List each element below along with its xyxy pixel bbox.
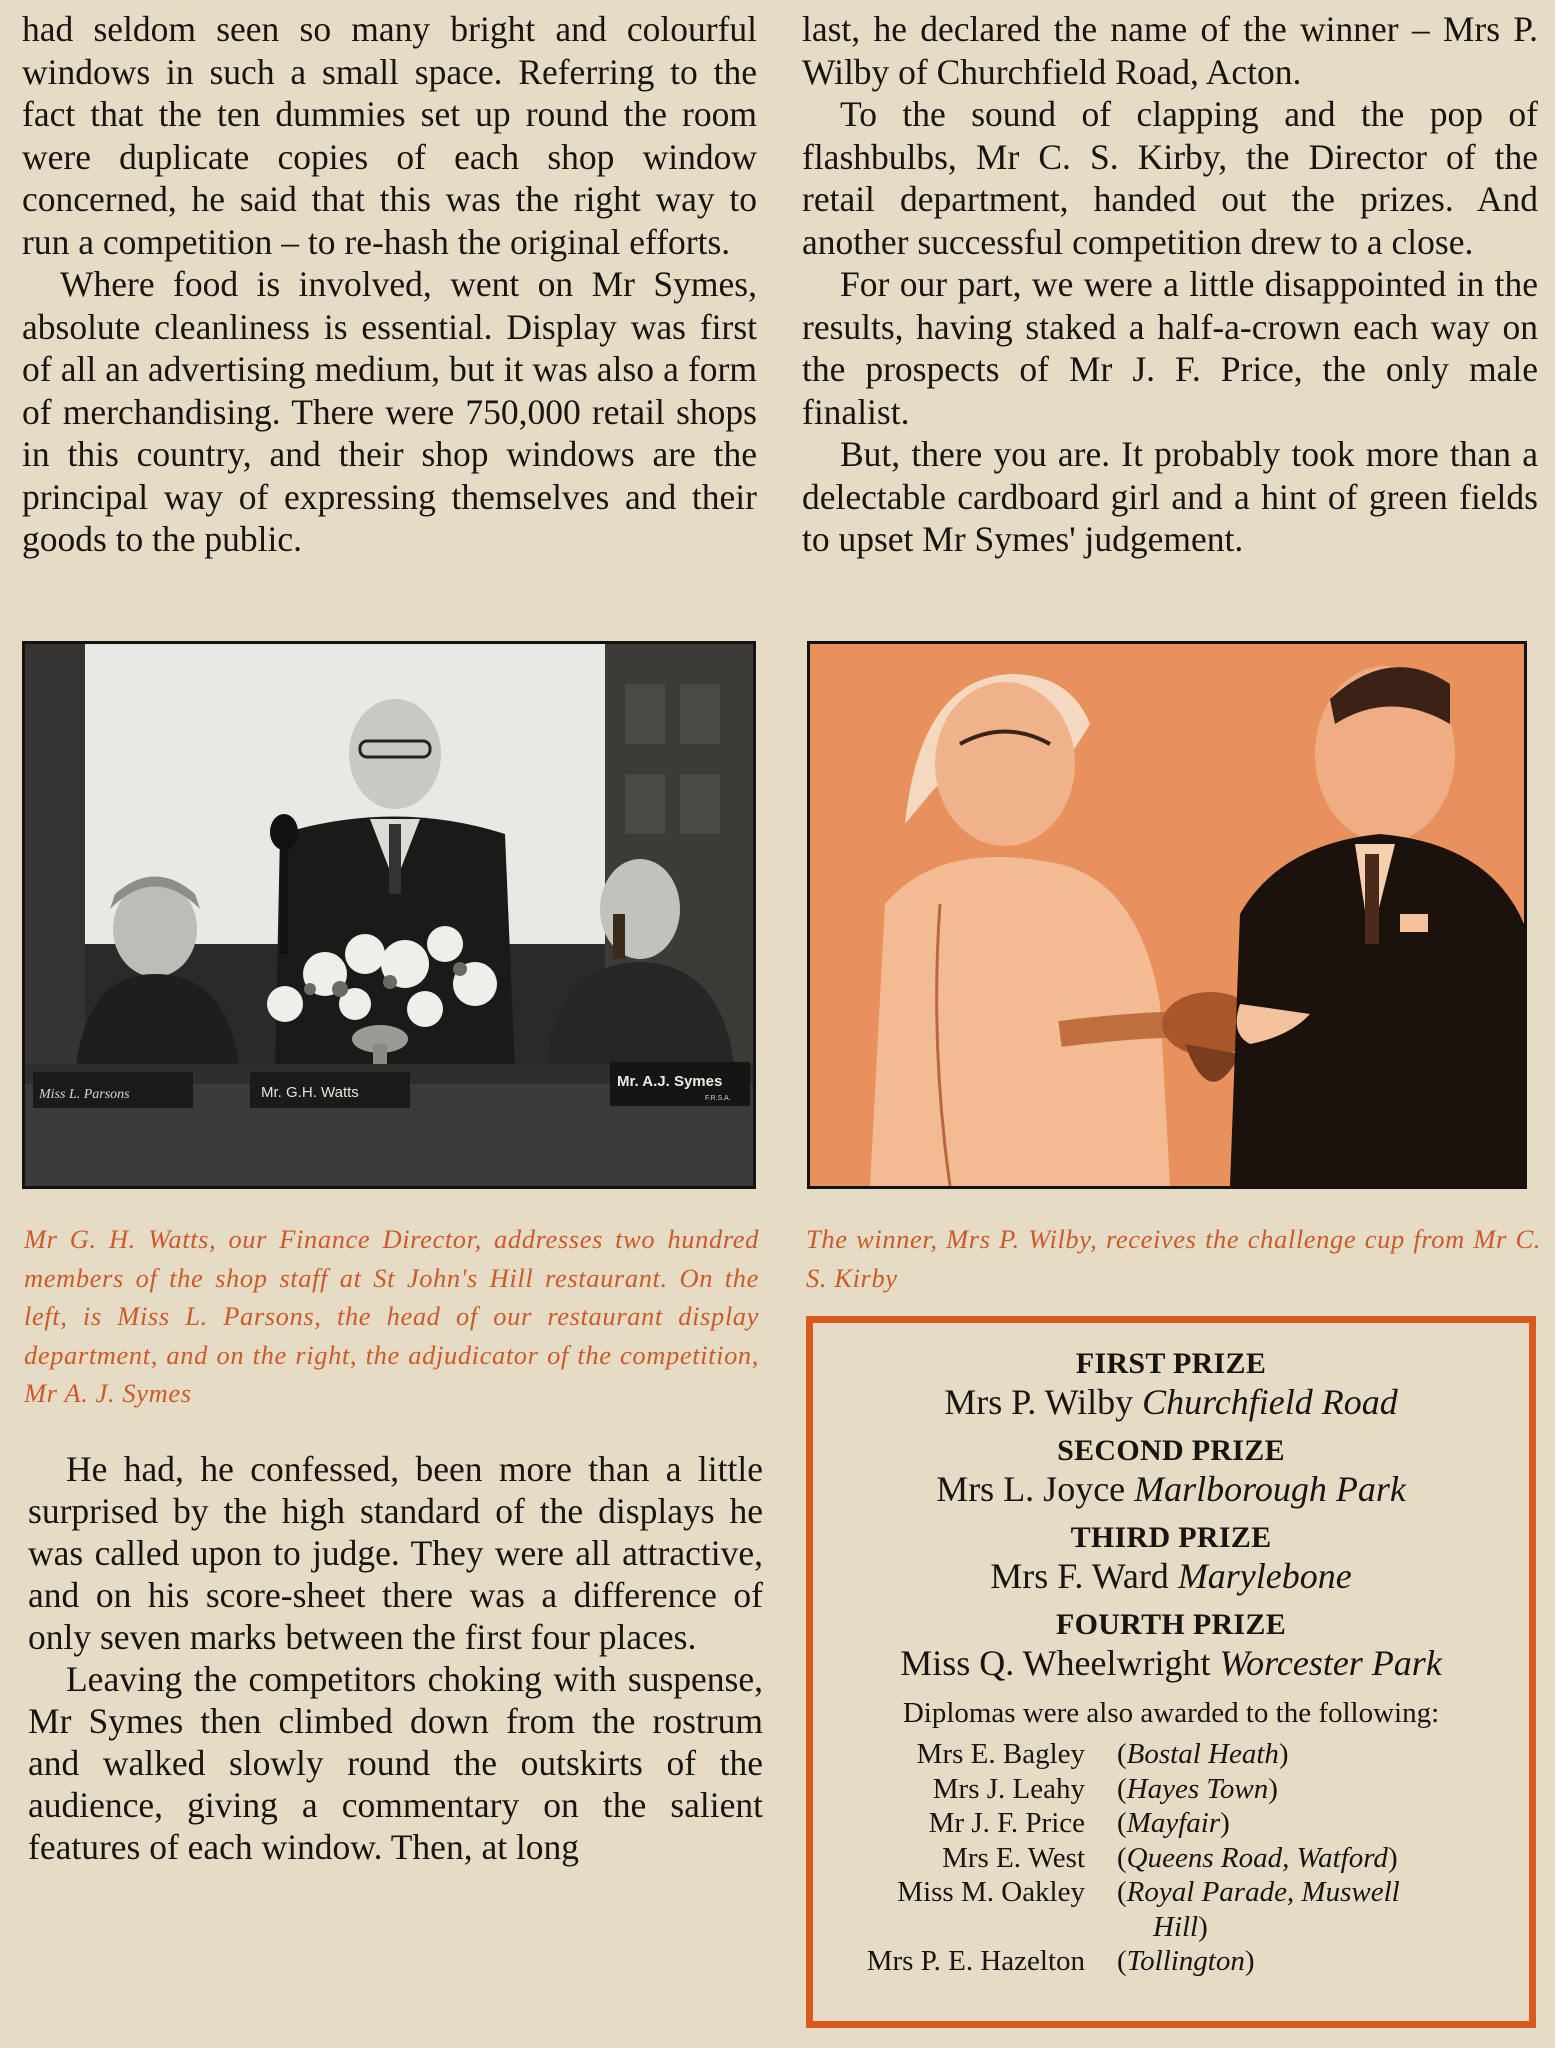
diploma-name: Mr J. F. Price bbox=[928, 1807, 1085, 1839]
diploma-place: (Mayfair) bbox=[1117, 1807, 1230, 1839]
paragraph: But, there you are. It probably took more than a delectable cardboard girl and a hint of green fields to upset Mr Symes' judgement. bbox=[802, 434, 1538, 559]
diploma-name: Mrs J. Leahy bbox=[932, 1772, 1085, 1805]
plaque-symes: Mr. A.J. Symes bbox=[617, 1073, 723, 1090]
prize-winner bbox=[813, 1555, 1529, 1598]
prize-third bbox=[813, 1521, 1529, 1598]
diploma-intro: Diplomas were also awarded to the following: bbox=[902, 1697, 1440, 1729]
diploma-name: Mrs E. West bbox=[942, 1841, 1085, 1874]
prize-second bbox=[813, 1434, 1529, 1511]
article-column-bottom-left bbox=[28, 1448, 763, 1868]
prize-place: Worcester Park bbox=[1219, 1643, 1442, 1683]
prize-first bbox=[813, 1323, 1529, 1424]
prize-heading: FIRST PRIZE bbox=[1075, 1347, 1267, 1380]
photo-prize-presentation bbox=[807, 641, 1527, 1189]
plaque-watts: Mr. G.H. Watts bbox=[261, 1084, 359, 1101]
paragraph: He had, he confessed, been more than a little surprised by the high standard of the displays he was called upon to judge. They were all attractive, and on his score-sheet there was a difference of only seven marks between the first four places. bbox=[28, 1449, 763, 1657]
paragraph: To the sound of clapping and the pop of flashbulbs, Mr C. S. Kirby, the Director of the retail department, handed out the prizes. And another successful competition drew to a close. bbox=[802, 94, 1538, 262]
prize-heading: THIRD PRIZE bbox=[1070, 1521, 1272, 1554]
diploma-place: (Hayes Town) bbox=[1117, 1772, 1278, 1805]
paragraph: had seldom seen so many bright and colourful windows in such a small space. Referring to the fact that the ten dummies set up round the room were duplicate copies of each shop window concerned, he said that this was the right way to run a competition – to re-hash the original efforts. bbox=[22, 9, 757, 262]
prize-name: Miss Q. Wheelwright bbox=[900, 1643, 1211, 1683]
diploma-place: (Bostal Heath) bbox=[1117, 1738, 1289, 1770]
diploma-place: (Queens Road, Watford) bbox=[1117, 1841, 1398, 1874]
prize-heading: SECOND PRIZE bbox=[1057, 1434, 1285, 1467]
prize-place: Churchfield Road bbox=[1142, 1382, 1398, 1422]
diploma-place: (Tollington) bbox=[1117, 1945, 1255, 1977]
photo-prize-presentation-image bbox=[810, 644, 1524, 1186]
prize-winner bbox=[813, 1381, 1529, 1424]
diploma-name: Miss M. Oakley bbox=[897, 1876, 1085, 1908]
prize-winner bbox=[813, 1642, 1529, 1685]
prize-heading: FOURTH PRIZE bbox=[1055, 1608, 1287, 1641]
paragraph: Leaving the competitors choking with suspense, Mr Symes then climbed down from the rostrum and walked slowly round the outskirts of the audience, giving a commentary on the salient features of each window. Then, at long bbox=[28, 1659, 763, 1867]
paragraph: For our part, we were a little disappointed in the results, having staked a half-a-crown each way on the prospects of Mr J. F. Price, the only male finalist. bbox=[802, 264, 1538, 432]
prize-place: Marylebone bbox=[1177, 1556, 1352, 1596]
prize-name: Mrs P. Wilby bbox=[944, 1382, 1134, 1422]
prize-place: Marlborough Park bbox=[1134, 1469, 1406, 1509]
prize-name: Mrs F. Ward bbox=[990, 1556, 1169, 1596]
article-column-top-right bbox=[802, 8, 1538, 561]
photo-head-table bbox=[22, 641, 756, 1189]
caption-prize-presentation: The winner, Mrs P. Wilby, receives the challenge cup from Mr C. S. Kirby bbox=[806, 1224, 1541, 1293]
prize-fourth bbox=[813, 1608, 1529, 1685]
diploma-list bbox=[849, 1737, 1529, 1979]
diploma-name: Mrs P. E. Hazelton bbox=[866, 1945, 1085, 1977]
paragraph: last, he declared the name of the winner – Mrs P. Wilby of Churchfield Road, Acton. bbox=[802, 9, 1538, 92]
prize-winner bbox=[813, 1468, 1529, 1511]
prize-name: Mrs L. Joyce bbox=[936, 1469, 1126, 1509]
plaque-symes-sub: F.R.S.A. bbox=[705, 1095, 731, 1102]
plaque-parsons: Miss L. Parsons bbox=[39, 1087, 130, 1102]
diploma-name: Mrs E. Bagley bbox=[916, 1738, 1085, 1770]
paragraph: Where food is involved, went on Mr Symes, absolute cleanliness is essential. Display was first of all an advertising medium, but it was also a form of merchandising. There were 750,000 retail shops in this country, and their shop windows are the principal way of expressing themselves and their goods to the public. bbox=[22, 264, 757, 559]
diploma-place: (Royal Parade, Muswell Hill) bbox=[1117, 1876, 1400, 1943]
caption-head-table: Mr G. H. Watts, our Finance Director, addresses two hundred members of the shop staff at St John's Hill restaurant. On the left, is Miss L. Parsons, the head of our restaurant display department, and on the right, the adjudicator of the competition, Mr A. J. Symes bbox=[24, 1224, 759, 1408]
photo-head-table-image bbox=[25, 644, 753, 1186]
prize-results-box bbox=[806, 1316, 1536, 2028]
article-column-top-left bbox=[22, 8, 757, 561]
